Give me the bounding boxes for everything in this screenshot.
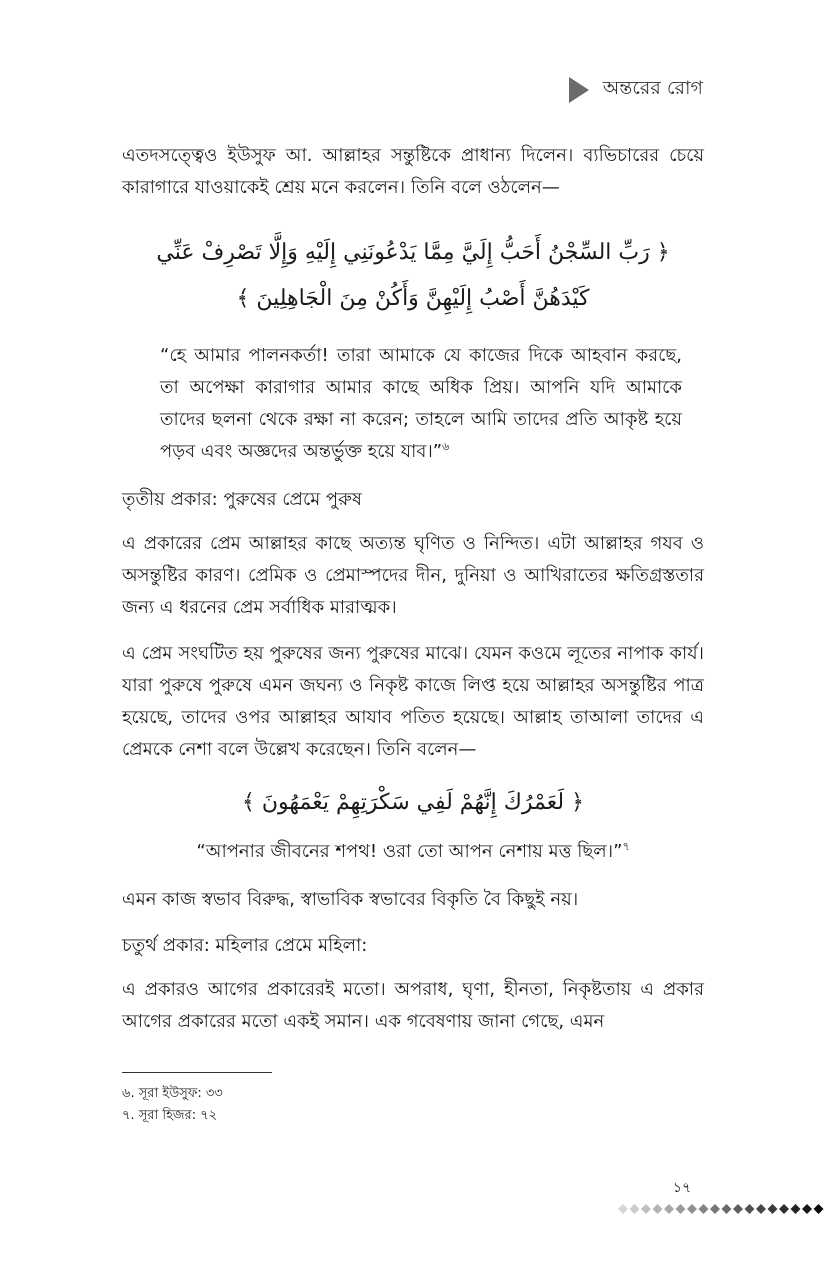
play-arrow-icon [569,77,589,103]
header-title: অন্তরের রোগ [602,77,703,99]
decorative-diamond-border [618,1201,825,1217]
diamond-icon [791,1204,801,1214]
section-heading-4: চতুর্থ প্রকার: মহিলার প্রেমে মহিলা: [122,935,368,956]
paragraph-1: এতদসত্ত্বেও ইউসুফ আ. আল্লাহর সন্তুষ্টিকে প্রাধান্য দিলেন। ব্যভিচারের চেয়ে কারাগারে যাওয়াকেই শ্রেয় মনে করলেন। তিনি বলে ওঠলেন— [122,145,704,198]
diamond-icon [699,1204,709,1214]
diamond-icon [779,1204,789,1214]
diamond-icon [745,1204,755,1214]
footnote-7: ৭. সূরা হিজর: ৭২ [122,1108,218,1123]
diamond-icon [802,1204,812,1214]
arabic-verse-1-line-2: كَيْدَهُنَّ أَصْبُ إِلَيْهِنَّ وَأَكُنْ مِنَ الْجَاهِلِينَ ﴾ [236,286,590,311]
diamond-icon [641,1204,651,1214]
arabic-verse-2: ﴿ لَعَمْرُكَ إِنَّهُمْ لَفِي سَكْرَتِهِمْ يَعْمَهُونَ ﴾ [242,790,584,815]
diamond-icon [664,1204,674,1214]
diamond-icon [722,1204,732,1214]
translation-quote-2 [122,836,704,868]
diamond-icon [733,1204,743,1214]
quote-2-text: “আপনার জীবনের শপথ! ওরা তো আপন নেশায় মত্ত ছিল।” [196,841,623,862]
footnote-6: ৬. সূরা ইউসুফ: ৩৩ [122,1086,223,1101]
running-header [569,74,703,106]
diamond-pattern-icon [618,1201,825,1217]
diamond-icon [618,1204,628,1214]
translation-quote-1 [160,340,682,468]
diamond-icon [676,1204,686,1214]
footnote-ref-6: ৬ [442,440,450,453]
page-number: ১৭ [672,1180,692,1196]
paragraph-5: এ প্রকারও আগের প্রকারেরই মতো। অপরাধ, ঘৃণা, হীনতা, নিকৃষ্টতায় এ প্রকার আগের প্রকারের মতো একই সমান। এক গবেষণায় জানা গেছে, এমন [122,979,704,1032]
arabic-verse-1 [122,230,704,322]
diamond-icon [630,1204,640,1214]
section-heading-3: তৃতীয় প্রকার: পুরুষের প্রেমে পুরুষ [122,489,362,510]
quote-1-text: “হে আমার পালনকর্তা! তারা আমাকে যে কাজের দিকে আহবান করছে, তা অপেক্ষা কারাগার আমার কাছে অধিক প্রিয়। আপনি যদি আমাকে তাদের ছলনা থেকে রক্ষা না করেন; তাহলে আমি তাদের প্রতি আকৃষ্ট হয়ে পড়ব এবং অজ্ঞদের অন্তর্ভুক্ত হয়ে যাব।” [160,345,682,462]
footnotes [122,1072,422,1127]
footnote-divider [122,1072,272,1073]
diamond-icon [814,1204,824,1214]
paragraph-4: এমন কাজ স্বভাব বিরুদ্ধ, স্বাভাবিক স্বভাবের বিকৃতি বৈ কিছুই নয়। [122,889,579,910]
diamond-icon [653,1204,663,1214]
diamond-icon [710,1204,720,1214]
arabic-verse-1-line-1: ﴿ رَبِّ السِّجْنُ أَحَبُّ إِلَيَّ مِمَّا يَدْعُونَنِي إِلَيْهِ وَإِلَّا تَصْرِفْ عَنِّي [156,240,670,265]
page-body [122,140,704,1052]
diamond-icon [768,1204,778,1214]
paragraph-3: এ প্রেম সংঘটিত হয় পুরুষের জন্য পুরুষের মাঝে। যেমন কওমে লূতের নাপাক কার্য। যারা পুরুষে পুরুষে এমন জঘন্য ও নিকৃষ্ট কাজে লিপ্ত হয়ে আল্লাহর অসন্তুষ্টির পাত্র হয়েছে, তাদের ওপর আল্লাহর আযাব পতিত হয়েছে। আল্লাহ তাআলা তাদের এ প্রেমকে নেশা বলে উল্লেখ করেছেন। তিনি বলেন— [122,643,704,760]
diamond-icon [756,1204,766,1214]
diamond-icon [687,1204,697,1214]
paragraph-2: এ প্রকারের প্রেম আল্লাহর কাছে অত্যন্ত ঘৃণিত ও নিন্দিত। এটা আল্লাহর গযব ও অসন্তুষ্টির কারণ। প্রেমিক ও প্রেমাস্পদের দীন, দুনিয়া ও আখিরাতের ক্ষতিগ্রস্ততার জন্য এ ধরনের প্রেম সর্বাধিক মারাত্মক। [122,533,704,618]
footnote-ref-7: ৭ [622,840,630,853]
